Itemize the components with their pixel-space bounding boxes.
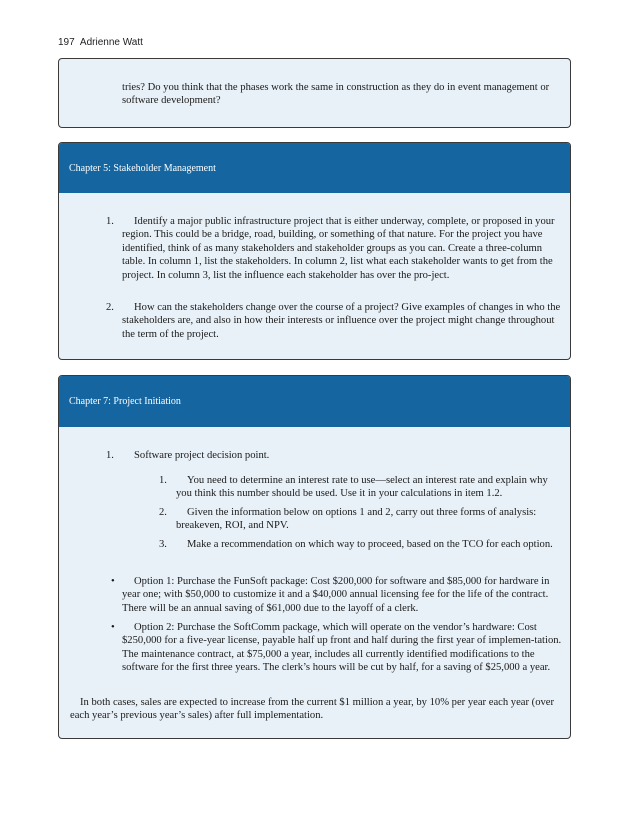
list-number: 2. [106,302,114,313]
bullet-icon: • [111,622,115,633]
box-text: tries? Do you think that the phases work the same in construction as they do in event management or software development? [122,82,550,107]
chapter-7-header [59,376,570,427]
list-text: How can the stakeholders change over the course of a project? Give examples of changes in who the stakeholders are, and also in how their interests or influence over the project might change throughout the term of the project. [122,302,561,340]
closing-paragraph: In both cases, sales are expected to increase from the current $1 million a year, by 10% per year each year (over each year’s previous year’s sales) after full implementation. [70,697,555,722]
bullet-text: Option 1: Purchase the FunSoft package: Cost $200,000 for software and $85,000 for hardware in year one; with $50,000 to customize it and a $40,000 annual licensing fee for the life of the contract. There will be an annual saving of $61,000 due to the layoff of a clerk. [122,576,550,614]
sub-list-number: 2. [159,507,167,518]
page-number: 197 [58,37,75,48]
list-text: Software project decision point. [134,450,270,461]
sub-list-text: Given the information below on options 1 and 2, carry out three forms of analysis: breakeven, ROI, and NPV. [176,507,537,532]
chapter-5-header [59,143,570,193]
bullet-text: Option 2: Purchase the SoftComm package, which will operate on the vendor’s hardware: Cost $250,000 for a five-year license, payable half up front and half during the first year of implemen-tation. The maintenance contract, at $75,000 a year, includes all currently identified modifications to the software for the first three years. The clerk’s hours will be cut by half, for a saving of $25,000 a year. [122,622,562,674]
list-text: Identify a major public infrastructure project that is either underway, complete, or proposed in your region. This could be a bridge, road, building, or something of that nature. For the project you have identified, think of as many stakeholders and stakeholder groups as you can. Create a three-column table. In column 1, list the stakeholders. In column 2, list what each stakeholder wants to get from the project. In column 3, list the influence each stakeholder has over the pro-ject. [122,216,555,281]
list-number: 1. [106,450,114,461]
sub-list-number: 3. [159,539,167,550]
author-name: Adrienne Watt [79,37,143,48]
sub-list-number: 1. [159,475,167,486]
sub-list-text: Make a recommendation on which way to proceed, based on the TCO for each option. [187,539,553,550]
exercise-box-continued [58,58,571,128]
sub-list-text: You need to determine an interest rate to use—select an interest rate and explain why you think this number should be used. Use it in your calculations in item 1.2. [176,475,548,500]
chapter-7-title: Chapter 7: Project Initiation [69,396,181,407]
chapter-5-box [58,142,571,360]
bullet-icon: • [111,576,115,587]
page-header [58,37,143,48]
list-number: 1. [106,216,114,227]
chapter-7-box [58,375,571,739]
chapter-5-title: Chapter 5: Stakeholder Management [69,162,216,174]
